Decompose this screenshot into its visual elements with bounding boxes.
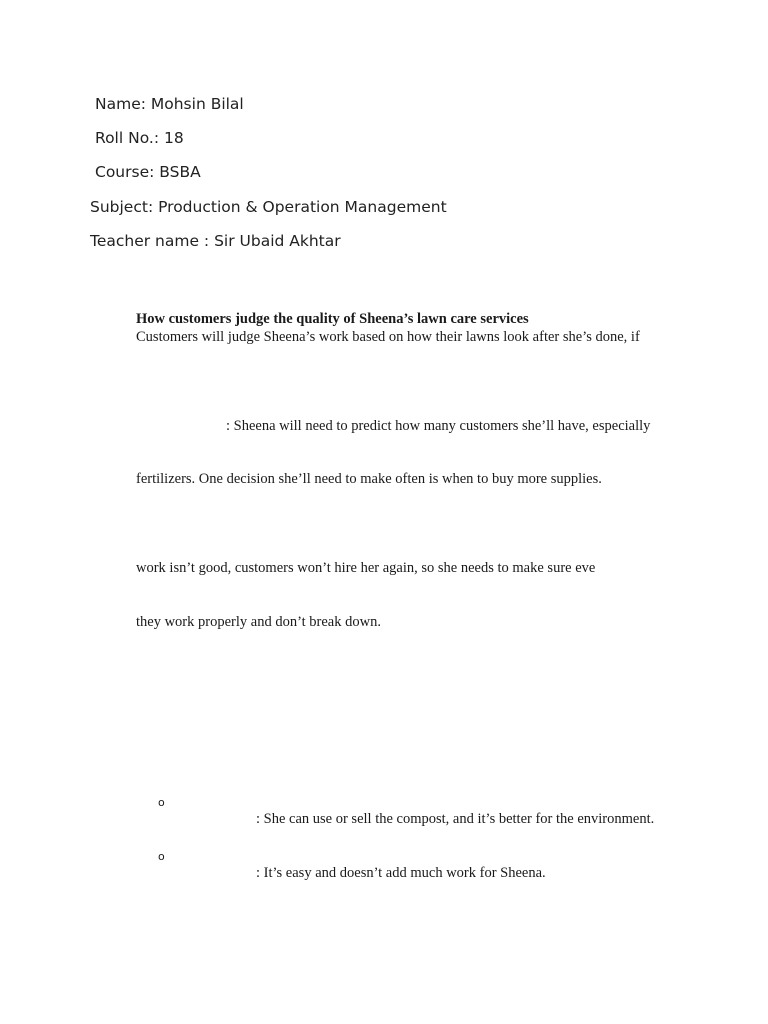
course: Course: BSBA xyxy=(95,163,201,181)
list-item: : She can use or sell the compost, and it’s better for the environment. xyxy=(256,811,655,827)
subject: Subject: Production & Operation Management xyxy=(90,198,447,216)
paragraph-line: work isn’t good, customers won’t hire her again, so she needs to make sure eve xyxy=(136,560,596,576)
paragraph-line: fertilizers. One decision she’ll need to make often is when to buy more supplies. xyxy=(136,471,602,487)
paragraph-line: : Sheena will need to predict how many customers she’ll have, especially xyxy=(226,418,651,434)
bullet-circle-icon: o xyxy=(158,796,165,809)
teacher-name: Teacher name : Sir Ubaid Akhtar xyxy=(90,232,341,250)
section-heading: How customers judge the quality of Sheena’s lawn care services xyxy=(136,311,529,327)
student-name: Name: Mohsin Bilal xyxy=(95,95,244,113)
paragraph-line: they work properly and don’t break down. xyxy=(136,614,381,630)
list-item: : It’s easy and doesn’t add much work for Sheena. xyxy=(256,865,546,881)
bullet-circle-icon: o xyxy=(158,850,165,863)
paragraph-line: Customers will judge Sheena’s work based on how their lawns look after she’s done, if xyxy=(136,329,640,345)
roll-number: Roll No.: 18 xyxy=(95,129,184,147)
